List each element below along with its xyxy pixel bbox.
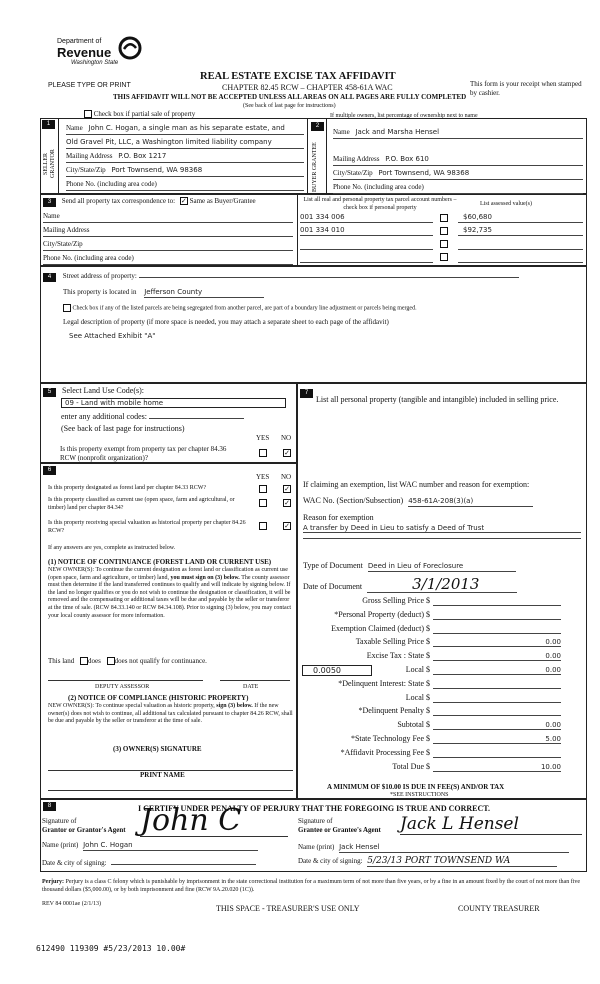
segregated-label: Check box if any of the listed parcels are being segregated from another parcel, are part of a boundary line adjustment or parcels being merged. <box>72 305 417 312</box>
section-6-number: 6 <box>43 466 56 475</box>
fee-row: *Delinquent Interest: State $ <box>300 679 584 693</box>
exempt-no-checkbox[interactable]: ✓ <box>284 449 290 457</box>
grantee-sig-label-b: Grantee or Grantee's Agent <box>298 826 381 834</box>
fee-row: *Delinquent Penalty $ <box>300 706 584 720</box>
grantor-name-row <box>42 841 258 851</box>
seller-block <box>66 124 304 191</box>
send-name-field[interactable] <box>43 212 293 223</box>
fee-table <box>300 596 584 775</box>
parcel-number[interactable]: 001 334 006 <box>300 213 433 223</box>
fee-value[interactable] <box>433 693 561 703</box>
seller-side-label: SELLER GRANTOR <box>43 149 56 179</box>
send-city-label: City/State/Zip <box>43 240 83 248</box>
fee-value[interactable] <box>433 610 561 620</box>
revenue-swirl-icon <box>118 36 142 60</box>
grantor-signature[interactable]: John C <box>140 806 288 837</box>
grantee-date-row <box>298 857 557 867</box>
forest-yes-checkbox[interactable] <box>259 485 267 493</box>
fee-row: Exemption Claimed (deduct) $ <box>300 624 584 638</box>
receipt-note: This form is your receipt when stamped by cashier. <box>470 80 582 97</box>
current-use-question: Is this property classified as current use (open space, farm and agricultural, or timber) land per chapter 84.34? <box>48 497 235 511</box>
wac-label: WAC No. (Section/Subsection) <box>303 496 404 505</box>
send-phone-label: Phone No. (including area code) <box>43 254 134 262</box>
doc-date-label: Date of Document <box>303 582 363 591</box>
grantee-signature[interactable]: Jack L Hensel <box>400 814 582 835</box>
fee-label: Subtotal <box>397 720 424 730</box>
land-use-see-back: (See back of last page for instructions) <box>61 424 185 433</box>
land-use-label: Select Land Use Code(s): <box>62 386 144 395</box>
personal-property-label: List all personal property (tangible and intangible) included in selling price. <box>316 395 559 404</box>
fee-label: *Affidavit Processing Fee <box>340 747 424 757</box>
grantor-sig-label-a: Signature of <box>42 817 77 825</box>
multiple-owners-note: If multiple owners, list percentage of ownership next to name <box>330 113 478 119</box>
minimum-due-note: A MINIMUM OF $10.00 IS DUE IN FEE(S) AND/OR TAX <box>327 783 505 791</box>
exempt-yes-checkbox[interactable] <box>259 449 267 457</box>
fee-row: Subtotal $ 0.00 <box>397 720 561 730</box>
section-3-number: 3 <box>43 198 56 207</box>
s5-yes-header: YES <box>256 434 270 442</box>
reason-value[interactable]: A transfer by Deed in Lieu to satisfy a Deed of Trust <box>303 524 581 533</box>
section-8-number: 8 <box>43 802 56 811</box>
fee-label: Local <box>405 692 424 702</box>
wac-value[interactable]: 458-61A-208(3)(a) <box>408 496 533 507</box>
doc-type-value[interactable]: Deed in Lieu of Foreclosure <box>368 561 516 572</box>
deputy-assessor-label: DEPUTY ASSESSOR <box>95 684 150 690</box>
land-use-select[interactable]: 09 - Land with mobile home <box>61 398 286 408</box>
does-not-label: does not qualify for continuance. <box>114 657 207 665</box>
personal-property-checkbox[interactable] <box>440 253 448 261</box>
assessed-value[interactable]: $60,680 <box>458 213 583 223</box>
same-as-buyer-label: Same as Buyer/Grantee <box>189 197 256 205</box>
buyer-phone-label: Phone No. (including area code) <box>333 183 424 191</box>
county-treasurer-label: COUNTY TREASURER <box>458 904 540 913</box>
send-mailing-field[interactable] <box>43 226 293 237</box>
partial-sale-label: Check box if partial sale of property <box>93 110 196 118</box>
fee-row: *State Technology Fee $ 5.00 <box>350 733 561 743</box>
form-warning: THIS AFFIDAVIT WILL NOT BE ACCEPTED UNLESS ALL AREAS ON ALL PAGES ARE FULLY COMPLETED <box>113 93 467 101</box>
street-address-field[interactable] <box>139 269 519 278</box>
print-name-line[interactable] <box>48 790 293 791</box>
current-use-yes-checkbox[interactable] <box>259 499 267 507</box>
notice2-body-b: If the new owner(s) does not wish to continue, all additional tax calculated pursuant to chapter 84.26 RCW, shall be due and payable by the seller or transferor at the time of sale. <box>48 703 293 725</box>
fee-label: Local <box>405 664 424 674</box>
seller-name-line1[interactable]: John C. Hogan, a single man as his separate estate, and <box>88 124 285 132</box>
assessed-value[interactable]: $92,735 <box>458 226 583 236</box>
parcel-row <box>300 239 585 252</box>
fee-label: Gross Selling Price <box>362 596 424 605</box>
print-name-label: PRINT NAME <box>140 771 185 779</box>
fee-label: *Personal Property (deduct) <box>334 609 424 619</box>
notice2-body <box>48 703 293 726</box>
current-use-no-checkbox[interactable]: ✓ <box>284 499 290 507</box>
this-land-label: This land <box>48 657 75 665</box>
send-phone-field[interactable] <box>43 254 293 265</box>
form-subtitle: CHAPTER 82.45 RCW – CHAPTER 458-61A WAC <box>222 83 393 92</box>
send-name-label: Name <box>43 212 60 220</box>
perjury-bold: Perjury: <box>42 879 64 885</box>
personal-property-checkbox[interactable] <box>440 240 448 248</box>
grantee-date-label: Date & city of signing: <box>298 857 363 865</box>
buyer-side-label: BUYER GRANTEE <box>312 142 318 192</box>
section-5-content <box>43 386 293 434</box>
fee-value[interactable]: 0.00 <box>433 651 561 661</box>
grantor-sig-label <box>42 817 126 835</box>
grantor-date-label: Date & city of signing: <box>42 859 107 867</box>
logo-state: Washington State <box>71 60 119 66</box>
owner-signature-label: (3) OWNER(S) SIGNATURE <box>113 745 202 753</box>
personal-property-checkbox[interactable] <box>440 227 448 235</box>
fee-row: Excise Tax : State $ 0.00 <box>366 651 561 661</box>
seller-name-line2[interactable]: Old Gravel Pit, LLC, a Washington limited liability company <box>66 138 272 146</box>
fee-row: 0.0050 Local $ 0.00 <box>300 665 584 679</box>
fee-value[interactable] <box>433 624 561 634</box>
buyer-side <box>308 118 327 194</box>
form-revision: REV 84 0001ae (2/1/13) <box>42 901 102 907</box>
notice2-title: (2) NOTICE OF COMPLIANCE (HISTORIC PROPERTY) <box>68 694 249 702</box>
buyer-city[interactable]: Port Townsend, WA 98368 <box>378 169 470 177</box>
notice1-bold: you must sign on (3) below. <box>170 574 240 581</box>
see-back-note: (See back of last page for instructions) <box>243 103 336 109</box>
deputy-date-line[interactable] <box>220 680 290 681</box>
grantee-name[interactable]: Jack Hensel <box>339 843 569 853</box>
see-instructions-note: *SEE INSTRUCTIONS <box>390 792 449 798</box>
s6-no-header: NO <box>281 473 292 481</box>
same-as-buyer-checkbox[interactable]: ✓ <box>180 197 187 206</box>
fee-label: *Delinquent Penalty <box>358 706 424 716</box>
segregated-checkbox[interactable] <box>63 304 71 312</box>
type-or-print: PLEASE TYPE OR PRINT <box>48 82 131 89</box>
street-address-label: Street address of property: <box>62 272 137 280</box>
fee-value[interactable] <box>433 748 561 758</box>
personal-property-checkbox[interactable] <box>440 214 448 222</box>
doc-date-value[interactable]: 3/1/2013 <box>367 577 517 593</box>
legal-description-label: Legal description of property (if more space is needed, you may attach a separate sheet to each page of the affidavit) <box>63 318 389 327</box>
section-5-number: 5 <box>43 388 56 397</box>
grantee-sig-label-a: Signature of <box>298 817 333 825</box>
seller-city[interactable]: Port Townsend, WA 98368 <box>111 166 203 174</box>
send-mailing-label: Mailing Address <box>43 226 90 234</box>
parcel-number[interactable]: 001 334 010 <box>300 226 433 236</box>
section-4-content <box>43 269 583 341</box>
historic-yes-checkbox[interactable] <box>259 522 267 530</box>
notice2-body-a: NEW OWNER(S): To continue special valuation as historic property, <box>48 703 215 709</box>
wac-row <box>303 496 533 507</box>
certify-statement: I CERTIFY UNDER PENALTY OF PERJURY THAT THE FOREGOING IS TRUE AND CORRECT. <box>138 804 491 813</box>
seller-city-label: City/State/Zip <box>66 166 106 174</box>
treasurer-space-label: THIS SPACE - TREASURER'S USE ONLY <box>216 904 360 913</box>
fee-row: Gross Selling Price $ <box>300 596 584 610</box>
buyer-name-label: Name <box>333 128 350 136</box>
seller-name-label: Name <box>66 124 83 132</box>
does-qualify-checkbox[interactable] <box>80 657 88 665</box>
located-in-label: This property is located in <box>63 288 137 296</box>
grantor-sig-label-b: Grantor or Grantor's Agent <box>42 826 126 834</box>
parcel-list <box>300 213 585 265</box>
grantor-date-field[interactable] <box>111 856 256 865</box>
parcel-row <box>300 213 585 226</box>
section-1-number: 1 <box>42 120 55 129</box>
fee-label: Excise Tax : State <box>366 651 424 661</box>
fee-row: Taxable Selling Price $ 0.00 <box>355 637 561 647</box>
section-3-left <box>43 197 293 265</box>
fee-value[interactable] <box>433 706 561 716</box>
fee-value[interactable]: 10.00 <box>433 762 561 772</box>
seller-phone-label: Phone No. (including area code) <box>66 180 157 188</box>
fee-label: Exemption Claimed (deduct) <box>331 623 424 633</box>
doc-date-row <box>303 577 517 593</box>
reason-line-2[interactable] <box>303 538 581 539</box>
historic-question: Is this property receiving special valuation as historical property per chapter 84.26 RCW? <box>48 520 246 534</box>
logo-name: Revenue <box>57 45 112 60</box>
buyer-mailing[interactable]: P.O. Box 610 <box>385 155 429 163</box>
send-city-field[interactable] <box>43 240 293 251</box>
notice1-title: (1) NOTICE OF CONTINUANCE (FOREST LAND OR CURRENT USE) <box>48 558 272 566</box>
deputy-line[interactable] <box>48 680 203 681</box>
doc-type-label: Type of Document <box>303 561 363 570</box>
buyer-block <box>333 128 583 194</box>
notice2-bold: sign (3) below. <box>216 703 253 709</box>
does-not-qualify-checkbox[interactable] <box>107 657 115 665</box>
fee-value[interactable]: 0.00 <box>433 637 561 647</box>
qualify-row <box>48 657 207 666</box>
exemption-label: If claiming an exemption, list WAC number and reason for exemption: <box>303 480 530 489</box>
fee-row: Total Due $ 10.00 <box>392 761 561 771</box>
buyer-city-label: City/State/Zip <box>333 169 373 177</box>
doc-type-row <box>303 561 516 572</box>
fee-value[interactable]: 5.00 <box>433 734 561 744</box>
fee-value[interactable] <box>433 596 561 606</box>
exempt-question: Is this property exempt from property tax per chapter 84.36 RCW (nonprofit organization)? <box>60 445 227 462</box>
fee-label: *Delinquent Interest: State <box>338 678 424 688</box>
forest-no-checkbox[interactable]: ✓ <box>284 485 290 493</box>
fee-row: Local $ <box>300 693 584 707</box>
forest-question: Is this property designated as forest land per chapter 84.33 RCW? <box>48 485 207 491</box>
notice1-body-b: The county assessor must then determine if the land transferred continues to qualify and will indicate by signing below. If the land no longer qualifies or you do not wish to continue the designation or classification, it will be removed and the compensating or additional taxes will be due and payable by the seller or transferor at the time of sale. (RCW 84.33.140 or RCW 84.34.108). Prior to signing (3) below, you may contact your local county assessor for more information. <box>48 574 292 619</box>
notice1-body-a: NEW OWNER(S): To continue the current designation as forest land or classification as current use (open space, farm and agriculture, or timber) land, <box>48 567 288 581</box>
parcel-row <box>300 252 585 265</box>
perjury-text: Perjury is a class C felony which is punishable by imprisonment in the state correctional institution for a maximum term of not more than five years, or by a fine in an amount fixed by the court of not more than five thousand dollars ($5,000.00), or by both imprisonment and fine (RCW 9A.20.020 (1C)). <box>42 879 581 893</box>
deputy-date-label: DATE <box>243 684 259 690</box>
form-title: REAL ESTATE EXCISE TAX AFFIDAVIT <box>200 71 396 82</box>
section-7-number: 7 <box>300 389 313 398</box>
grantee-name-label: Name (print) <box>298 843 335 851</box>
fee-value[interactable] <box>433 679 561 689</box>
fee-label: Total Due <box>392 761 424 771</box>
logo-dept: Department of <box>57 38 102 45</box>
county-field[interactable]: Jefferson County <box>144 288 264 298</box>
s5-no-header: NO <box>281 434 292 442</box>
if-yes-note: If any answers are yes, complete as instructed below. <box>48 545 176 551</box>
reason-label: Reason for exemption <box>303 513 374 522</box>
does-label: does <box>88 657 101 665</box>
section-2-number: 2 <box>311 122 324 131</box>
receipt-stamp: 612490 119309 #5/23/2013 10.00# <box>36 944 186 953</box>
fee-label: Taxable Selling Price <box>355 637 424 647</box>
s6-yes-header: YES <box>256 473 270 481</box>
fee-row: *Personal Property (deduct) $ <box>300 610 584 624</box>
legal-description-value[interactable]: See Attached Exhibit "A" <box>69 332 156 341</box>
parcel-row <box>300 226 585 239</box>
fee-label: *State Technology Fee <box>350 733 424 743</box>
seller-side <box>40 118 59 194</box>
notice1-body <box>48 567 293 620</box>
grantor-date-row <box>42 856 256 868</box>
parcel-number-blank[interactable] <box>300 252 433 263</box>
parcel-header: List all real and personal property tax parcel account numbers – check box if personal property <box>303 197 457 211</box>
section-3-divider <box>297 194 298 266</box>
additional-codes-label: enter any additional codes: <box>61 412 147 421</box>
assessed-value-blank[interactable] <box>458 239 583 250</box>
assessed-value-blank[interactable] <box>458 252 583 263</box>
grantee-name-row <box>298 843 569 853</box>
section-4-number: 4 <box>43 273 56 282</box>
parcel-number-blank[interactable] <box>300 239 433 250</box>
send-correspondence-label: Send all property tax correspondence to: <box>61 197 176 205</box>
fee-value[interactable]: 0.00 <box>433 720 561 730</box>
grantor-name-label: Name (print) <box>42 841 79 849</box>
buyer-mailing-label: Mailing Address <box>333 155 380 163</box>
grantee-date[interactable]: 5/23/13 PORT TOWNSEND WA <box>367 857 557 867</box>
fee-row: *Affidavit Processing Fee $ <box>300 748 584 762</box>
fee-value[interactable]: 0.00 <box>433 665 561 675</box>
buyer-name[interactable]: Jack and Marsha Hensel <box>355 128 440 136</box>
assessed-header: List assessed value(s) <box>480 201 532 207</box>
local-rate-box[interactable]: 0.0050 <box>302 665 372 676</box>
perjury-notice <box>42 879 590 894</box>
grantee-sig-label <box>298 817 381 835</box>
additional-codes-field[interactable] <box>149 410 244 419</box>
grantor-name[interactable]: John C. Hogan <box>83 841 258 851</box>
seller-mailing[interactable]: P.O. Box 1217 <box>118 152 167 160</box>
seller-mailing-label: Mailing Address <box>66 152 113 160</box>
historic-no-checkbox[interactable]: ✓ <box>284 522 290 530</box>
